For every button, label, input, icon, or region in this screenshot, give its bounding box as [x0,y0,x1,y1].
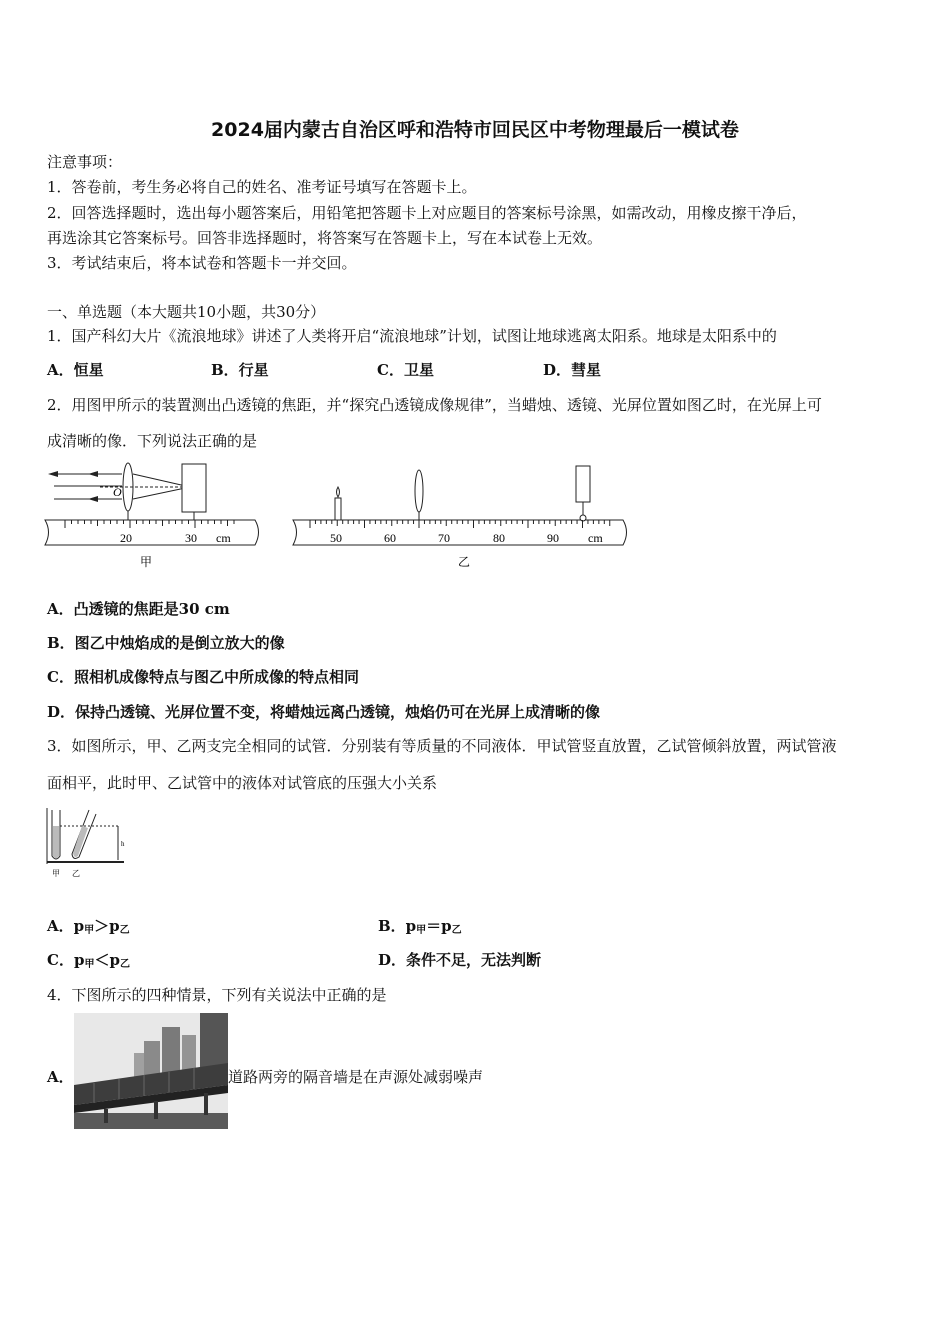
q3-option-c: C．$p_甲<p_乙$ [47,951,130,970]
q1-option-a: A．恒星 [47,361,104,379]
q3-fig-jia: 甲 [52,869,60,878]
q4-option-a-text: 道路两旁的隔音墙是在声源处减弱噪声 [228,1068,484,1086]
q4-stem: 4．下图所示的四种情景，下列有关说法中正确的是 [47,986,387,1004]
yi-tick-unit: cm [588,531,603,545]
notice-item-1: 1．答卷前，考生务必将自己的姓名、准考证号填写在答题卡上。 [47,178,477,196]
q1-option-b: B．行星 [211,361,269,379]
yi-caption: 乙 [458,555,471,569]
jia-tick-30: 30 [185,531,197,545]
jia-caption: 甲 [140,555,153,569]
yi-tick-70: 70 [438,531,450,545]
q2-figure-yi [288,460,633,572]
q2-option-c: C．照相机成像特点与图乙中所成像的特点相同 [47,668,359,686]
q3-fig-yi: 乙 [72,869,80,878]
yi-tick-60: 60 [384,531,396,545]
q2-option-b: B．图乙中烛焰成的是倒立放大的像 [47,634,285,652]
q3-option-a: A．$p_甲>p_乙$ [47,917,130,936]
q4-option-a-label: A． [47,1068,74,1086]
yi-tick-50: 50 [330,531,342,545]
lens-label: O [113,485,122,499]
q3-fig-h: h [121,840,125,848]
q2-stem-line1: 2．用图甲所示的装置测出凸透镜的焦距，并“探究凸透镜成像规律”，当蜡烛、透镜、光屏位置如图乙时，在光屏上可 [47,396,822,414]
section-heading: 一、单选题（本大题共10小题，共30分） [47,303,326,321]
q3-option-d: D．条件不足，无法判断 [378,951,542,969]
notice-heading: 注意事项： [47,153,123,171]
notice-item-3: 3．考试结束后，将本试卷和答题卡一并交回。 [47,254,357,272]
q1-stem: 1．国产科幻大片《流浪地球》讲述了人类将开启“流浪地球”计划，试图让地球逃离太阳系。地球是太阳系中的 [47,327,777,345]
jia-tick-unit: cm [216,531,231,545]
jia-tick-20: 20 [120,531,132,545]
q2-option-a: A．凸透镜的焦距是30 cm [47,600,230,618]
page-title: 2024届内蒙古自治区呼和浩特市回民区中考物理最后一模试卷 [211,119,739,141]
q3-option-b: B．$p_甲=p_乙$ [378,917,462,936]
q1-option-c: C．卫星 [377,361,434,379]
q2-option-d: D．保持凸透镜、光屏位置不变，将蜡烛远离凸透镜，烛焰仍可在光屏上成清晰的像 [47,703,601,721]
q4-option-a-photo-sound-barrier [74,1013,228,1129]
q3-stem-line1: 3．如图所示，甲、乙两支完全相同的试管．分别装有等质量的不同液体．甲试管竖直放置，乙试管倾斜放置，两试管液 [47,737,837,755]
notice-item-2: 2．回答选择题时，选出每小题答案后，用铅笔把答题卡上对应题目的答案标号涂黑，如需改动，用橡皮擦干净后， [47,204,807,222]
q2-stem-line2: 成清晰的像．下列说法正确的是 [47,432,258,450]
q3-figure-test-tubes [44,806,134,880]
notice-item-2-cont: 再选涂其它答案标号。回答非选择题时，将答案写在答题卡上，写在本试卷上无效。 [47,229,603,247]
yi-tick-80: 80 [493,531,505,545]
q3-stem-line2: 面相平，此时甲、乙试管中的液体对试管底的压强大小关系 [47,774,438,792]
q2-figure-jia [40,460,265,572]
q1-option-d: D．彗星 [543,361,602,379]
yi-tick-90: 90 [547,531,559,545]
